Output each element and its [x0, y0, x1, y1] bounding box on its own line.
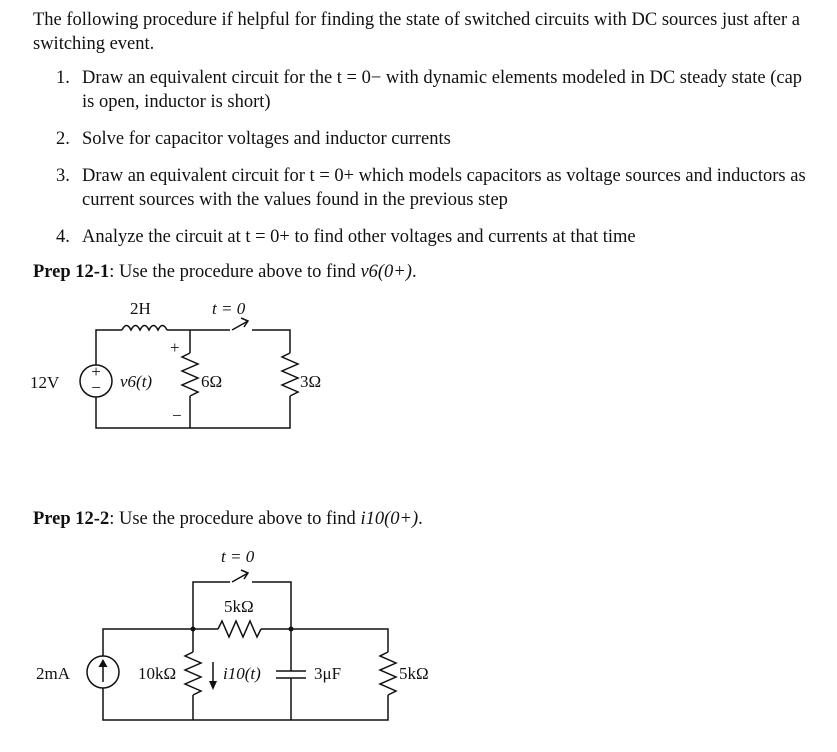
r-top-label: 5kΩ	[224, 597, 254, 616]
plus-label: +	[170, 338, 180, 357]
step-number: 1.	[56, 68, 70, 88]
current-label: i10(t)	[223, 664, 261, 683]
r-left-label: 10kΩ	[138, 664, 177, 683]
switch-label: t = 0	[212, 299, 246, 318]
step-number: 4.	[56, 227, 70, 247]
step-number: 2.	[56, 129, 70, 149]
source-arrow-head	[99, 659, 108, 667]
r2-label: 3Ω	[300, 372, 322, 391]
prep-target: v6(0+)	[360, 262, 412, 282]
inductor-label: 2H	[130, 299, 151, 318]
minus-label: −	[172, 406, 182, 425]
cap-label: 3μF	[314, 664, 342, 683]
step-text: Draw an equivalent circuit for the t = 0− with dynamic elements modeled in DC steady state (cap is open, inductor is short)	[82, 68, 803, 112]
voltage-label: v6(t)	[120, 372, 153, 391]
wire	[261, 629, 388, 652]
step-number: 3.	[56, 166, 70, 186]
step-text: Draw an equivalent circuit for t = 0+ which models capacitors as voltage sources and inductors as current sources with the values found in the previous step	[82, 166, 806, 210]
resistor-5k-right	[380, 652, 396, 695]
source-plus-sign: +	[91, 362, 101, 381]
resistor-10k	[185, 652, 201, 695]
prep-label: Prep 12-1	[33, 262, 110, 282]
prep-text: : Use the procedure above to find	[109, 509, 361, 529]
switch-label: t = 0	[221, 547, 255, 566]
source-minus-sign: −	[91, 378, 101, 397]
r1-label: 6Ω	[201, 372, 223, 391]
prep-end: .	[418, 509, 423, 529]
step-text: Solve for capacitor voltages and inductor currents	[82, 129, 451, 149]
wire	[252, 582, 291, 629]
resistor-5k-top	[218, 621, 261, 637]
r-right-label: 5kΩ	[399, 664, 429, 683]
step-text: Analyze the circuit at t = 0+ to find other voltages and currents at that time	[82, 227, 636, 247]
source-label: 2mA	[36, 664, 70, 683]
source-label: 12V	[30, 373, 60, 392]
wire	[103, 688, 388, 720]
wire	[103, 629, 218, 656]
prep-target: i10(0+)	[360, 509, 419, 529]
prep-text: : Use the procedure above to find	[109, 262, 361, 282]
prep-end: .	[411, 262, 417, 282]
current-arrow-head	[209, 681, 217, 690]
intro-paragraph: The following procedure if helpful for finding the state of switched circuits with DC sources just after a switching event.	[33, 10, 801, 54]
prep-label: Prep 12-2	[33, 509, 110, 529]
